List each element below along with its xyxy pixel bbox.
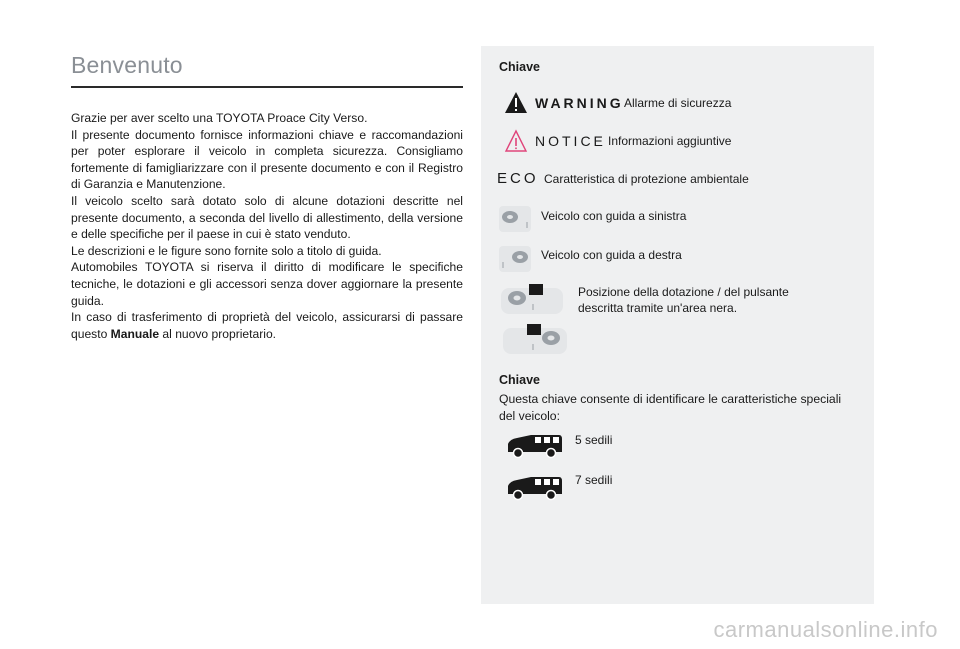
warning-label: WARNING [535, 95, 624, 111]
rhd-text: Veicolo con guida a destra [541, 248, 682, 262]
notice-label: NOTICE [535, 133, 606, 149]
key-heading: Chiave [499, 60, 540, 74]
title-divider [71, 86, 463, 88]
notice-text: Informazioni aggiuntive [608, 134, 732, 148]
position-lhd-icon [501, 284, 563, 314]
notice-triangle-icon [505, 130, 527, 152]
right-hand-drive-icon [499, 244, 531, 272]
seats7-text: 7 sedili [575, 473, 613, 487]
manual-bold-word: Manuale [110, 326, 160, 341]
key-panel [481, 46, 874, 604]
position-text-1: Posizione della dotazione / del pulsante [578, 285, 789, 299]
van-7-seats-icon [505, 476, 563, 500]
intro-paragraph-1: Grazie per aver scelto una TOYOTA Proace City Verso. [71, 111, 368, 125]
intro-last-post: al nuovo proprietario. [159, 326, 277, 341]
page-title: Benvenuto [71, 52, 183, 78]
key-heading-2: Chiave [499, 373, 540, 387]
van-5-seats-icon [505, 434, 563, 458]
eco-label: ECO [497, 170, 539, 187]
intro-paragraph-4: Le descrizioni e le figure sono fornite solo a titolo di guida. [71, 243, 382, 258]
key-description: Questa chiave consente di identificare le caratteristiche speciali del veicolo: [499, 392, 842, 423]
position-text-2: descritta tramite un'area nera. [578, 301, 738, 315]
eco-text: Caratteristica di protezione ambientale [544, 172, 749, 186]
welcome-section [71, 52, 463, 342]
intro-paragraph-5: Automobiles TOYOTA si riserva il diritto di modificare le specifiche tecniche, le dotazioni e gli accessori senza dover aggiornare la presente guida. [71, 260, 463, 308]
intro-paragraph-3: Il veicolo scelto sarà dotato solo di alcune dotazioni descritte nel presente documento, a seconda del livello di allestimento, della versione e delle specifiche per il paese in cui è stato venduto. [71, 193, 463, 242]
intro-paragraph-2: Il presente documento fornisce informazioni chiave e raccomandazioni per poter esplorare il veicolo in completa sicurezza. Consigliamo fortemente di famigliarizzare con il presente documento e con il Registro di Garanzia e Manutenzione. [71, 127, 463, 192]
lhd-text: Veicolo con guida a sinistra [541, 209, 687, 223]
intro-text [71, 110, 463, 342]
position-rhd-icon [503, 324, 567, 354]
intro-last-pre: In caso di trasferimento di proprietà del veicolo, assicurarsi di passare questo [71, 310, 463, 341]
seats5-text: 5 sedili [575, 433, 613, 447]
left-hand-drive-icon [499, 204, 531, 232]
watermark: carmanualsonline.info [713, 617, 938, 642]
warning-text: Allarme di sicurezza [624, 96, 732, 110]
warning-triangle-icon [505, 92, 527, 114]
intro-paragraph-6 [71, 309, 463, 342]
